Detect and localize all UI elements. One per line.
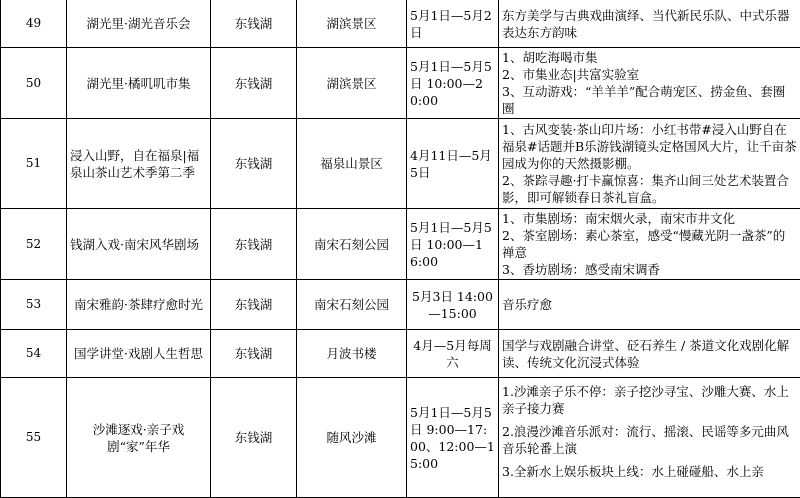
district: 东钱湖 [211, 378, 297, 498]
content-line: 1.沙滩亲子乐不停：亲子挖沙寻宝、沙雕大赛、水上亲子接力赛 [502, 383, 797, 417]
content-line: 2.浪漫沙滩音乐派对：流行、摇滚、民谣等多元曲风音乐轮番上演 [502, 423, 797, 457]
row-number: 50 [1, 48, 67, 119]
row-number: 49 [1, 0, 67, 48]
content-line: 国学与戏剧融合讲堂、砭石养生 / 茶道文化戏剧化解读、传统文化沉浸式体验 [502, 337, 797, 371]
content-line: 2、茶室剧场：素心茶室，感受“慢藏光阴一盏茶”的禅意 [502, 227, 797, 261]
row-number: 51 [1, 119, 67, 209]
district: 东钱湖 [211, 280, 297, 330]
content-line: 1、胡吃海喝市集 [502, 49, 797, 66]
venue: 福泉山景区 [297, 119, 407, 209]
event-time: 5月3日 14:00—15:00 [407, 280, 499, 330]
event-time: 5月1日—5月5日 10:00—20:00 [407, 48, 499, 119]
event-name: 湖光里·橘叽叽市集 [67, 48, 211, 119]
district: 东钱湖 [211, 330, 297, 378]
venue: 湖滨景区 [297, 0, 407, 48]
venue: 湖滨景区 [297, 48, 407, 119]
content-line: 2、茶踪寻趣·打卡赢惊喜：集齐山间三处艺术装置合影，即可解锁春日茶礼盲盒。 [502, 172, 797, 206]
venue: 南宋石刻公园 [297, 209, 407, 280]
table-row [1, 0, 800, 48]
district: 东钱湖 [211, 119, 297, 209]
event-name: 沙滩逐戏·亲子戏剧“家”年华 [67, 378, 211, 498]
content-line: 东方美学与古典戏曲演绎、当代新民乐队、中式乐器表达东方韵味 [502, 7, 797, 41]
event-time: 4月11日—5月5日 [407, 119, 499, 209]
content-line: 音乐疗愈 [502, 296, 797, 313]
row-number: 55 [1, 378, 67, 498]
district: 东钱湖 [211, 48, 297, 119]
content-line: 2、市集业态|共富实验室 [502, 66, 797, 83]
event-content [499, 48, 800, 119]
event-name: 南宋雅韵·茶肆疗愈时光 [67, 280, 211, 330]
district: 东钱湖 [211, 0, 297, 48]
district: 东钱湖 [211, 209, 297, 280]
event-content [499, 378, 800, 498]
content-line: 3、互动游戏：“羊羊羊”配合萌宠区、捞金鱼、套圈圈 [502, 83, 797, 117]
event-time: 5月1日—5月5日 10:00—16:00 [407, 209, 499, 280]
venue: 月波书楼 [297, 330, 407, 378]
venue: 南宋石刻公园 [297, 280, 407, 330]
event-time: 5月1日—5月2日 [407, 0, 499, 48]
table-row [1, 330, 800, 378]
event-time: 4月—5月每周六 [407, 330, 499, 378]
row-number: 53 [1, 280, 67, 330]
event-name: 浸入山野，自在福泉|福泉山茶山艺术季第二季 [67, 119, 211, 209]
content-line: 3、香坊剧场：感受南宋调香 [502, 261, 797, 278]
event-name: 钱湖入戏·南宋风华剧场 [67, 209, 211, 280]
content-line: 1、市集剧场：南宋烟火录，南宋市井文化 [502, 210, 797, 227]
event-content [499, 0, 800, 48]
content-line: 3.全新水上娱乐板块上线：水上碰碰船、水上亲 [502, 463, 797, 480]
event-time: 5月1日—5月5日 9:00—17:00、12:00—15:00 [407, 378, 499, 498]
event-content [499, 119, 800, 209]
event-name: 国学讲堂·戏剧人生哲思 [67, 330, 211, 378]
content-line: 1、古风变装·茶山印片场：小红书带#浸入山野自在福泉#话题并B乐游钱湖镜头定格国风大片，让千亩茶园成为你的天然摄影棚。 [502, 121, 797, 172]
venue: 随风沙滩 [297, 378, 407, 498]
event-name: 湖光里·湖光音乐会 [67, 0, 211, 48]
event-content [499, 280, 800, 330]
table-row [1, 209, 800, 280]
table-row [1, 378, 800, 498]
event-content [499, 209, 800, 280]
event-content [499, 330, 800, 378]
row-number: 52 [1, 209, 67, 280]
table-row [1, 48, 800, 119]
row-number: 54 [1, 330, 67, 378]
table-row [1, 280, 800, 330]
table-row [1, 119, 800, 209]
